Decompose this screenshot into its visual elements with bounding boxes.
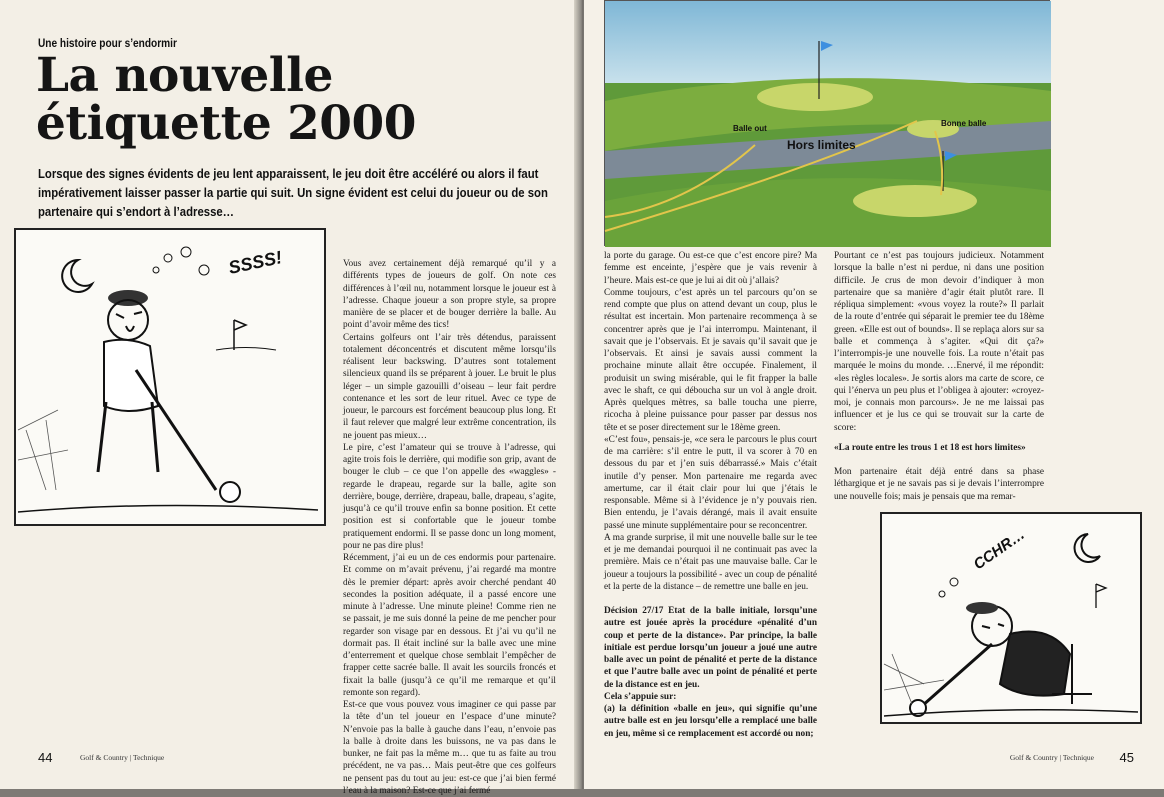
- page-number-right: 45: [1119, 750, 1134, 765]
- body-paragraph: Récemment, j’ai eu un de ces endormis pour partenaire. Et comme on m’avait prévenu, j’ai regardé ma montre dès le premier départ: après avoir cherché pendant 40 secondes la position adéquate, il a passé encore une minute à l’adresse. Une minute pleine! Comme rien ne se passait, je me suis donné la peine de me pencher pour regarder son visage par en dessous. Et j’ai vu qu’il ne dormait pas. Il était incliné sur la balle avec une mine d’enterrement et quelque chose semblait l’empêcher de frapper cette sacrée balle. Il avait les sourcils froncés et fixait la balle (jusqu’à ce qu’il me remarque et qu’il remonte son regard).: [343, 553, 556, 698]
- decision-paragraph: (a) la définition «balle en jeu», qui signifie qu’une autre balle est en jeu lorsqu’elle a remplacé une balle en jeu, même si ce remplacement est accordé ou non;: [604, 704, 817, 739]
- article-title: [36, 48, 556, 151]
- cartoon-drawing: [16, 230, 324, 524]
- label-balle-out: Balle out: [733, 124, 767, 133]
- body-paragraph: Est-ce que vous pouvez vous imaginer ce qui passe par la tête d’un tel joueur en l’espace d’une minute? N’envoie pas la balle à gauche dans l’eau, n’envoie pas la balle à droite dans les buissons, ne va pas dans le bunker, ne fait pas la même m… que tu as faite au trou précédent, ne va pas… Mais peut-être que ces golfeurs ne pensent pas du tout au jeu: est-ce que j’ai bien fermé l’eau à la maison? Est-ce que j’ai fermé: [343, 700, 556, 796]
- right-page: [584, 0, 1164, 789]
- sleeping-golfer-cartoon: [14, 228, 326, 526]
- right-body-column-2: [834, 250, 1044, 503]
- label-hors-limites: Hors limites: [787, 138, 856, 152]
- body-paragraph: Le pire, c’est l’amateur qui se trouve à l’adresse, qui agite trois fois le derrière, qui modifie son grip, avant de bouger le club – ce que l’on appelle des «waggles» - regarde le drapeau, regarde sur la balle, agite son derrière, bouge, derrière, drapeau, balle, drapeau, s’agite, jusqu’à ce qu’il trouve enfin sa bonne position. Et cette position est si confortable que le joueur tombe pratiquement endormi. Il se passe donc un long moment, pour ne pas dire plus!: [343, 442, 556, 551]
- title-line-2: étiquette 2000: [36, 96, 416, 151]
- body-paragraph: Comme toujours, c’est après un tel parcours qu’on se rend compte que plus on attend devant un coup, plus le résultat est incertain. Mon partenaire recommença à se concentrer après que je l’ai interrompu. Maintenant, il savait que je l’observais. Et je savais qu’il savait que je l’observais. Et ainsi je savais aussi comment la prochaine minute allait être occupée. Finalement, il produisit un swing misérable, qui le fit frapper la balle avec le shaft, ce qui déboucha sur un vol à angle droit. Après quelques mètres, sa balle toucha une pierre, ricocha à pleine puissance pour passer par dessus nos tête et se poser directement sur le 18ème green.: [604, 287, 817, 433]
- title-line-1: La nouvelle: [36, 48, 333, 103]
- left-body-column: [343, 258, 556, 797]
- decision-paragraph: Décision 27/17 Etat de la balle initiale, lorsqu’une autre est jouée après la procédure «pénalité d’un coup et perte de la distance». Par principe, la balle initiale est perdue lorsqu’un joueur a joué une autre balle avec un point de pénalité et perte de la distance et que l’autre balle avec un point de pénalité et perte de la distance est en jeu.: [604, 606, 817, 690]
- body-paragraph: A ma grande surprise, il mit une nouvelle balle sur le tee et je me demandai pourquoi il ne continuait pas avec la première. Mais ce n’était pas une mauvaise balle. Car le joueur a toujours la possibilité - avec un coup de pénalité et la perte de la distance – de remettre une balle en jeu.: [604, 532, 817, 592]
- footer-left: Golf & Country | Technique: [80, 753, 165, 762]
- body-paragraph: la porte du garage. Ou est-ce que c’est encore pire? Ma femme est enceinte, j’espère que je vais revenir à l’heure. Mais est-ce que je lui ai dit où j’allais?: [604, 251, 817, 286]
- body-paragraph: Pourtant ce n’est pas toujours judicieux. Notamment lorsque la balle n’est ni perdue, ni dans une position difficile. Je crus de mon devoir d’indiquer à mon partenaire que sa manière d’agir était plutôt rare. Il répliqua simplement: «vous voyez la route?» Il parlait de la route d’entrée qui séparait le premier tee du 18ème green. «Elle est out of bounds». Il se replaça alors sur sa balle et commença à s’agiter. «Qui dit ça?» l’interrompis-je une nouvelle fois. La route n’était pas marquée le moins du monde. …Enervé, il me répondit: «les règles locales». Je sortis alors ma carte de score, ce qui l’énerva un peu plus et l’obligea à ajouter: «croyez-moi, je connais mon parcours». Je ne me laissai pas influencer et je lus ce qui se trouvait sur la carte de score:: [834, 251, 1044, 433]
- sleeping-golfer-cartoon-2: [880, 512, 1142, 724]
- right-body-column-1: [604, 250, 817, 740]
- body-paragraph: Vous avez certainement déjà remarqué qu’il y a différents types de joueurs de golf. On note ces différences à l’œil nu, notamment lorsque le joueur est à l’adresse. Chaque joueur a son propre style, sa propre manière de se placer et de bouger derrière la balle. Au point d’avoir même des tics!: [343, 259, 556, 331]
- cartoon-snore-text: SSSS!: [226, 247, 284, 278]
- body-paragraph: Certains golfeurs ont l’air très détendus, paraissent totalement déconcentrés et discutent même lorsqu’ils réalisent leur backswing. D’autres sont totalement silencieux quand ils se préparent à jouer. Le bruit le plus léger – un simple gazouilli d’oiseau – leur fait perdre contenance et les sort de leur rituel. Avec ce type de joueur, le parcours est forcément beaucoup plus long. Et il faut relever que malgré leur extrême concentration, ils ne jouent pas mieux…: [343, 332, 556, 441]
- cartoon-snore-text-2: CCHR…: [970, 525, 1029, 574]
- page-number-left: 44: [38, 750, 53, 765]
- subheading: «La route entre les trous 1 et 18 est hors limites»: [834, 442, 1026, 453]
- footer-right: Golf & Country | Technique: [1009, 753, 1094, 762]
- label-bonne-balle: Bonne balle: [941, 119, 987, 128]
- golf-course-illustration: [604, 0, 1050, 246]
- lead-paragraph: Lorsque des signes évidents de jeu lent apparaissent, le jeu doit être accéléré ou alors il faut impérativement laisser passer la partie qui suit. Un signe évident est celui du joueur ou de son partenaire qui s’endort à l’adresse…: [38, 166, 548, 219]
- cartoon-drawing-2: [882, 514, 1140, 722]
- decision-paragraph: Cela s’appuie sur:: [604, 691, 677, 702]
- body-paragraph: Mon partenaire était déjà entré dans sa phase léthargique et je ne savais pas si je devais l’interrompre une nouvelle fois; mais je pensais que ma remar-: [834, 467, 1044, 502]
- body-paragraph: «C’est fou», pensais-je, «ce sera le parcours le plus court de ma carrière: s’il entre le putt, il va scorer à 70 en dessous du par et j’en suis débarrassé.» Mais c’était inutile d’y penser. Mon partenaire me regarda avec amertume, car il était clair pour lui que j’étais le responsable. Même si à l’évidence je n’y pouvais rien. Bien entendu, je l’avais dérangé, mais il avait ensuite passé une minute supplémentaire pour se reconcentrer.: [604, 434, 817, 531]
- kicker: Une histoire pour s’endormir: [38, 38, 177, 50]
- course-diagram: [605, 1, 1051, 247]
- left-page: [0, 0, 580, 796]
